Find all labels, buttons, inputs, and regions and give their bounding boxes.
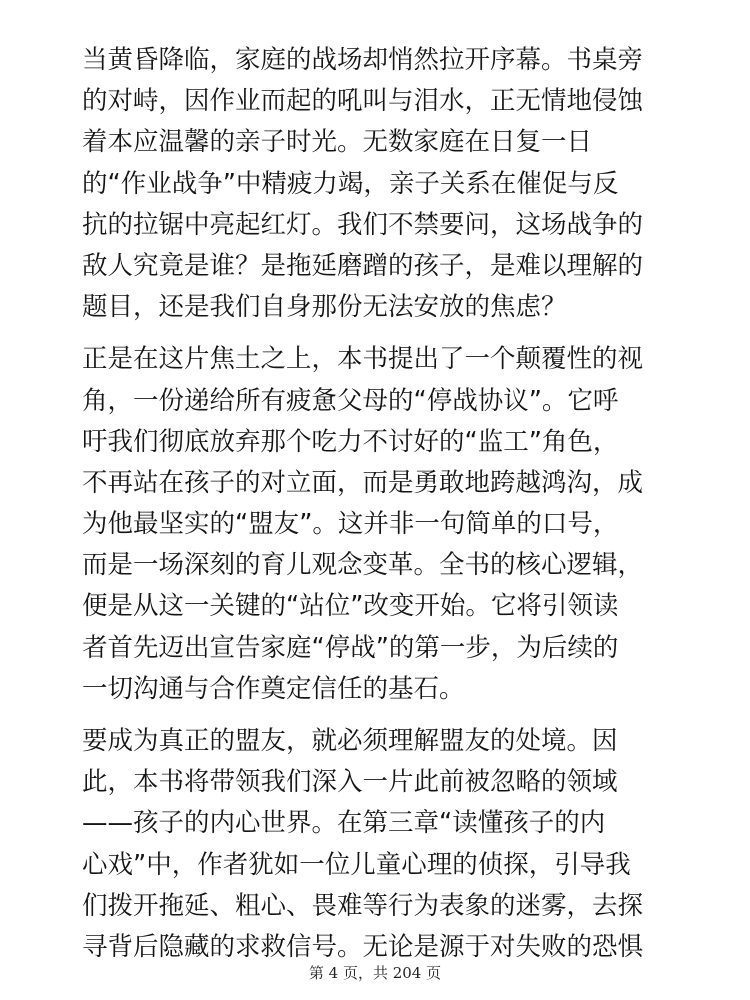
text-line: ——孩子的内心世界。在第三章“读懂孩子的内 xyxy=(82,808,606,839)
text-line: 便是从这一关键的“站位”改变开始。它将引领读 xyxy=(82,591,619,622)
text-line: 的对峙，因作业而起的吼叫与泪水，正无情地侵蚀 xyxy=(82,86,644,117)
text-line: 们拨开拖延、粗心、畏难等行为表象的迷雾，去探 xyxy=(82,890,644,921)
paragraph-1 xyxy=(82,40,677,328)
text-line: 正是在这片焦土之上，本书提出了一个颠覆性的视 xyxy=(82,344,644,375)
text-line: 的“作业战争”中精疲力竭，亲子关系在催促与反 xyxy=(82,168,619,199)
text-line: 此，本书将带领我们深入一片此前被忽略的领域 xyxy=(82,767,618,798)
text-line: 题目，还是我们自身那份无法安放的焦虑？ xyxy=(82,292,567,323)
text-line: 一切沟通与合作奠定信任的基石。 xyxy=(82,673,465,704)
text-line: 抗的拉锯中亮起红灯。我们不禁要问，这场战争的 xyxy=(82,209,644,240)
text-line: 要成为真正的盟友，就必须理解盟友的处境。因 xyxy=(82,726,618,756)
text-line: 着本应温馨的亲子时光。无数家庭在日复一日 xyxy=(82,127,593,158)
text-line: 吁我们彻底放弃那个吃力不讨好的“监工”角色， xyxy=(82,426,619,457)
text-line: 寻背后隐藏的求救信号。无论是源于对失败的恐惧 xyxy=(82,931,644,962)
text-line: 角，一份递给所有疲惫父母的“停战协议”。它呼 xyxy=(82,385,619,416)
page-number-footer: 第 4 页，共 204 页 xyxy=(308,964,442,982)
text-line: 心戏”中，作者犹如一位儿童心理的侦探，引导我 xyxy=(82,849,631,880)
text-line: 者首先迈出宣告家庭“停战”的第一步，为后续的 xyxy=(82,632,619,663)
text-line: 不再站在孩子的对立面，而是勇敢地跨越鸿沟，成 xyxy=(82,467,644,498)
text-line: 为他最坚实的“盟友”。这并非一句简单的口号， xyxy=(82,509,619,540)
paragraph-3 xyxy=(82,721,677,968)
text-line: 敌人究竟是谁？是拖延磨蹭的孩子，是难以理解的 xyxy=(82,250,644,281)
paragraph-2 xyxy=(82,339,677,710)
text-line: 而是一场深刻的育儿观念变革。全书的核心逻辑， xyxy=(82,550,644,581)
text-line: 当黄昏降临，家庭的战场却悄然拉开序幕。书桌旁 xyxy=(82,45,644,75)
document-body xyxy=(82,40,677,979)
